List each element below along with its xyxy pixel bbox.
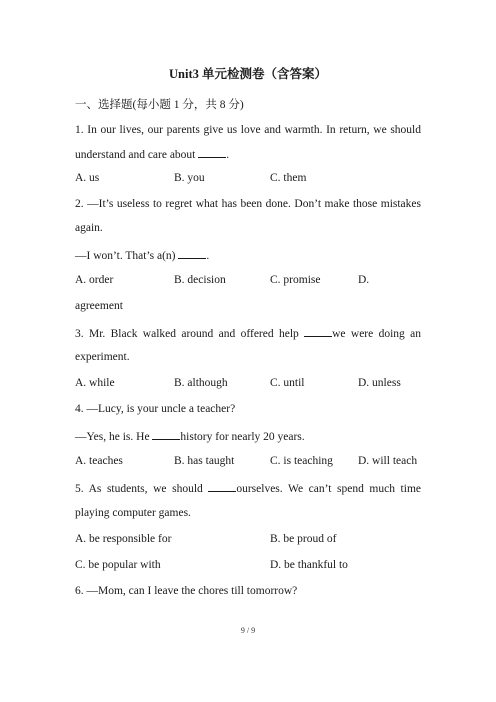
q4-option-b: B. has taught (174, 455, 235, 467)
q1-line-2: understand and care about . (75, 149, 230, 161)
q3-option-c: C. until (270, 377, 305, 389)
answer-blank (152, 429, 180, 440)
section-heading: 一、选择题(每小题 1 分，共 8 分) (75, 99, 244, 111)
q4-line-2: —Yes, he is. He history for nearly 20 years. (75, 431, 305, 443)
q2-option-c: C. promise (270, 274, 321, 286)
q4-option-c: C. is teaching (270, 455, 333, 467)
q5-line-1: 5. As students, we should ourselves. We can’t spend much time (75, 483, 421, 495)
q2-line-3: —I won’t. That’s a(n) . (75, 250, 210, 262)
q2-option-a: A. order (75, 274, 114, 286)
q3-line-1: 3. Mr. Black walked around and offered help we were doing an (75, 328, 421, 340)
q2-option-d: D. (358, 274, 370, 286)
q5-line-2: playing computer games. (75, 507, 191, 519)
q4-option-d: D. will teach (358, 455, 418, 467)
q2-line-2: again. (75, 222, 103, 234)
page-title: Unit3 单元检测卷（含答案） (169, 67, 327, 81)
answer-blank (178, 248, 206, 259)
q3-option-b: B. although (174, 377, 228, 389)
q1-line-1: 1. In our lives, our parents give us love and warmth. In return, we should (75, 124, 421, 136)
q2-option-d-text: agreement (75, 300, 123, 312)
answer-blank (304, 326, 332, 337)
q1-option-a: A. us (75, 172, 100, 184)
q6-line-1: 6. —Mom, can I leave the chores till tomorrow? (75, 585, 298, 597)
q5-option-a: A. be responsible for (75, 533, 172, 545)
q5-option-b: B. be proud of (270, 533, 337, 545)
q1-option-c: C. them (270, 172, 307, 184)
q1-option-b: B. you (174, 172, 205, 184)
q3-option-a: A. while (75, 377, 115, 389)
q2-option-b: B. decision (174, 274, 226, 286)
q4-option-a: A. teaches (75, 455, 123, 467)
answer-blank (198, 147, 226, 158)
page-number: 9 / 9 (240, 626, 256, 635)
q5-option-c: C. be popular with (75, 559, 161, 571)
answer-blank (208, 481, 236, 492)
q3-option-d: D. unless (358, 377, 401, 389)
q4-line-1: 4. —Lucy, is your uncle a teacher? (75, 403, 236, 415)
q3-line-2: experiment. (75, 351, 130, 363)
q2-line-1: 2. —It’s useless to regret what has been done. Don’t make those mistakes (75, 198, 421, 210)
q5-option-d: D. be thankful to (270, 559, 348, 571)
